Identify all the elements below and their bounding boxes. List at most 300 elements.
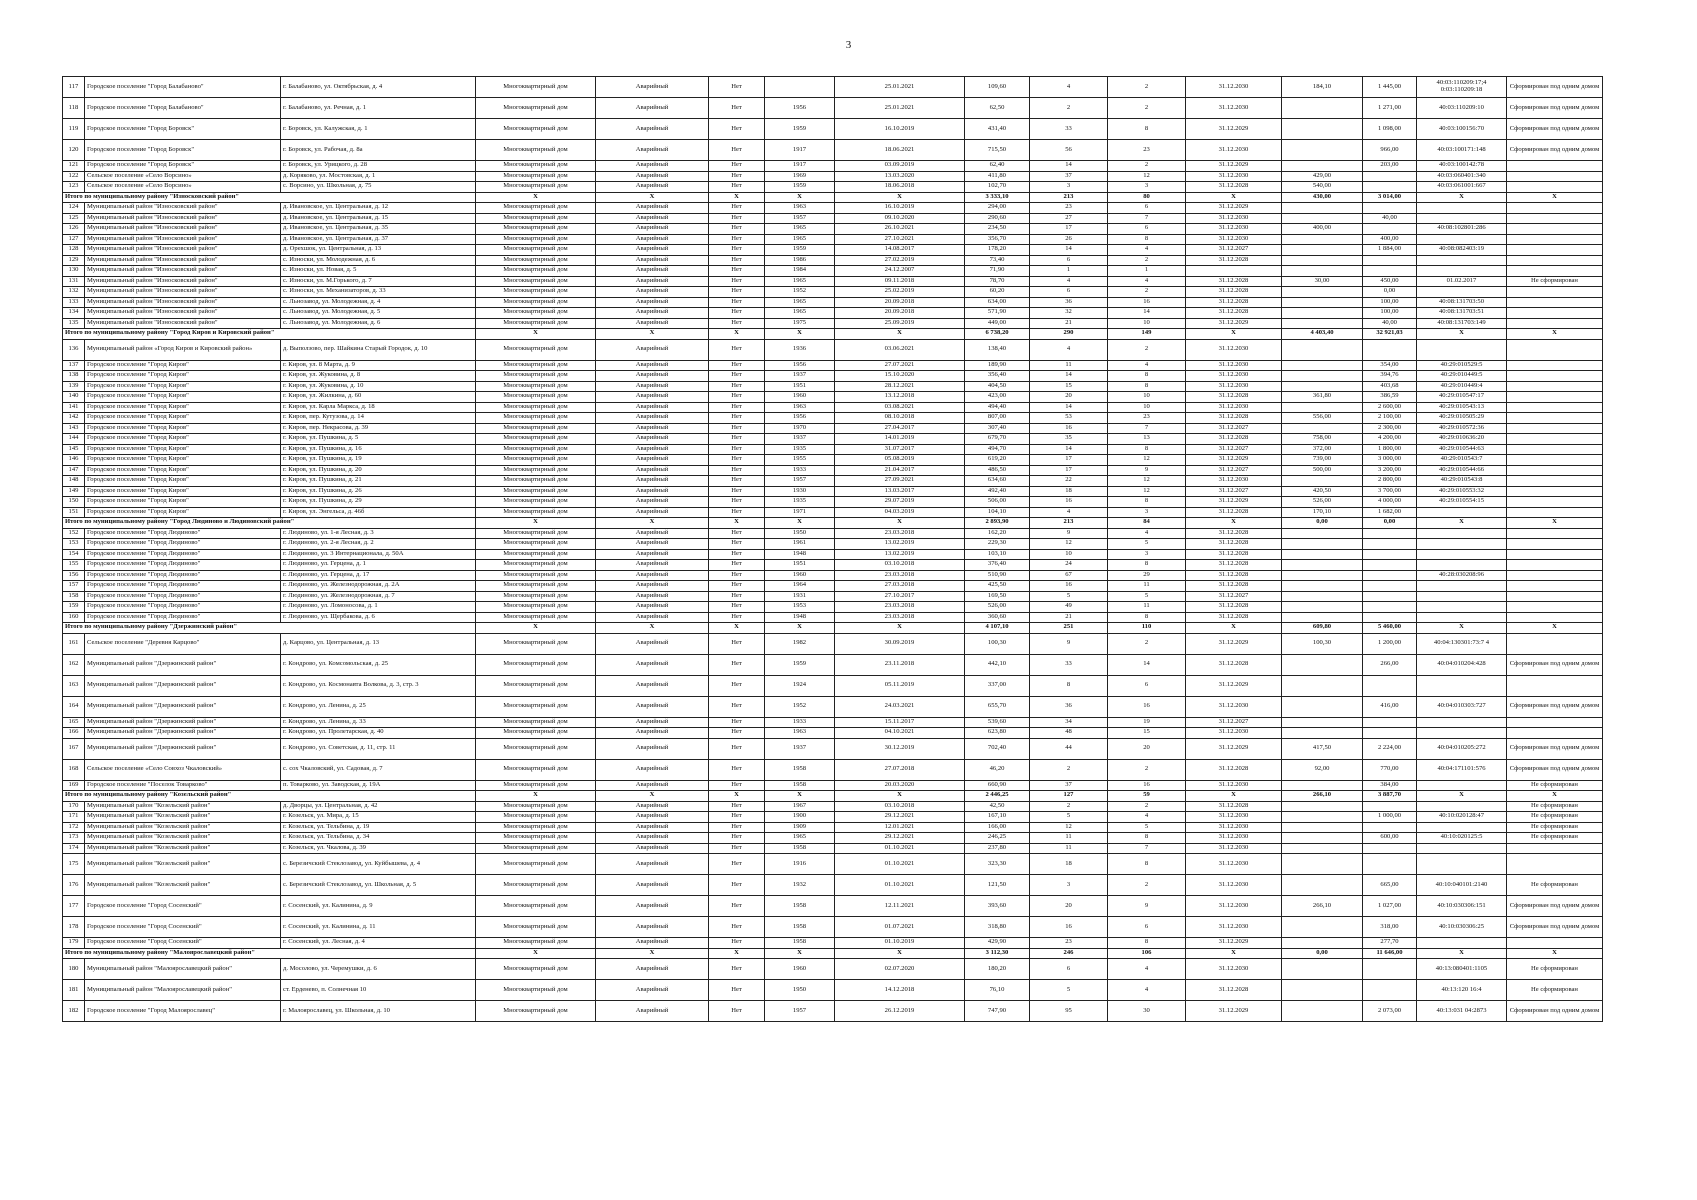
table-cell: Многоквартирный дом [476, 77, 596, 98]
table-cell: 290,60 [965, 213, 1030, 224]
table-cell [1507, 444, 1603, 455]
table-cell [1363, 959, 1417, 980]
table-cell [1507, 224, 1603, 235]
table-cell: 27.02.2019 [835, 255, 965, 266]
table-cell: 19 [1108, 717, 1186, 728]
table-cell: 92,00 [1282, 759, 1363, 780]
total-label: Итого по муниципальному району "Город Людиново и Людиновский район" [63, 518, 476, 529]
table-cell: 1958 [765, 938, 835, 949]
table-cell: 4 [1030, 339, 1108, 360]
table-cell: 540,00 [1282, 182, 1363, 193]
table-row [63, 413, 1603, 424]
table-cell: Нет [709, 497, 765, 508]
total-cell: X [709, 518, 765, 529]
table-row [63, 77, 1603, 98]
table-cell [1363, 675, 1417, 696]
table-cell: 31.12.2028 [1186, 255, 1282, 266]
table-cell: 307,40 [965, 423, 1030, 434]
table-cell: 31.12.2030 [1186, 339, 1282, 360]
table-cell: г. Людиново, ул. Железнодорожная, д. 2А [281, 581, 476, 592]
table-cell: Нет [709, 213, 765, 224]
total-cell: 609,80 [1282, 623, 1363, 634]
table-cell: 76,10 [965, 980, 1030, 1001]
table-cell: Городское поселение "Город Людиново" [85, 549, 281, 560]
table-cell: 1959 [765, 654, 835, 675]
total-cell: 4 403,40 [1282, 329, 1363, 340]
table-cell: Городское поселение "Город Боровск" [85, 119, 281, 140]
table-cell: 138,40 [965, 339, 1030, 360]
table-cell: 03.10.2018 [835, 560, 965, 571]
table-cell: Нет [709, 843, 765, 854]
table-cell [1507, 339, 1603, 360]
table-row [63, 140, 1603, 161]
table-cell: Многоквартирный дом [476, 213, 596, 224]
table-cell: 36 [1030, 696, 1108, 717]
table-cell: 49 [1030, 602, 1108, 613]
table-cell: Многоквартирный дом [476, 287, 596, 298]
table-cell: 40:03:060401:340 [1417, 171, 1507, 182]
table-cell [1507, 203, 1603, 214]
table-cell: 5 [1030, 591, 1108, 602]
table-row [63, 423, 1603, 434]
table-cell: с. Березичский Стеклозавод, ул. Куйбышева, д. 4 [281, 854, 476, 875]
table-cell: г. Боровск, ул. Урицкого, д. 28 [281, 161, 476, 172]
table-cell: 1965 [765, 234, 835, 245]
table-cell: 31.12.2029 [1186, 1001, 1282, 1022]
table-cell [1282, 140, 1363, 161]
total-cell: X [1507, 329, 1603, 340]
table-row [63, 801, 1603, 812]
table-cell [1363, 182, 1417, 193]
table-cell: Многоквартирный дом [476, 402, 596, 413]
table-cell [1282, 245, 1363, 256]
table-cell: Многоквартирный дом [476, 119, 596, 140]
table-cell: 40:03:100171:148 [1417, 140, 1507, 161]
table-cell: 27.03.2018 [835, 581, 965, 592]
table-cell: 16.10.2019 [835, 203, 965, 214]
table-cell: 17 [1030, 224, 1108, 235]
table-cell [1417, 938, 1507, 949]
table-cell [1282, 602, 1363, 613]
table-row [63, 549, 1603, 560]
table-cell: Многоквартирный дом [476, 413, 596, 424]
table-cell: 40:29:010529:5 [1417, 360, 1507, 371]
table-cell: 1900 [765, 812, 835, 823]
table-cell: 31.12.2030 [1186, 224, 1282, 235]
table-cell: 492,40 [965, 486, 1030, 497]
table-cell: 40:28:030208:96 [1417, 570, 1507, 581]
table-cell [1507, 182, 1603, 193]
table-cell: Аварийный [596, 255, 709, 266]
table-cell: Аварийный [596, 833, 709, 844]
table-cell: Нет [709, 675, 765, 696]
table-cell: Нет [709, 182, 765, 193]
table-row [63, 696, 1603, 717]
row-number: 147 [63, 465, 85, 476]
table-row [63, 560, 1603, 571]
table-cell: Многоквартирный дом [476, 98, 596, 119]
table-cell: Нет [709, 476, 765, 487]
table-cell: 100,00 [1363, 297, 1417, 308]
table-cell [1507, 171, 1603, 182]
table-cell: 14 [1108, 308, 1186, 319]
table-cell: 31.12.2028 [1186, 182, 1282, 193]
table-cell: 31.07.2017 [835, 444, 965, 455]
table-cell: 1984 [765, 266, 835, 277]
table-cell: 8 [1108, 612, 1186, 623]
row-number: 171 [63, 812, 85, 823]
table-cell: 2 224,00 [1363, 738, 1417, 759]
table-cell [1282, 255, 1363, 266]
table-cell [1282, 675, 1363, 696]
table-cell [1507, 507, 1603, 518]
table-cell [1282, 833, 1363, 844]
table-cell: Аварийный [596, 602, 709, 613]
table-cell [1417, 854, 1507, 875]
table-cell: 40:10:030306:151 [1417, 896, 1507, 917]
table-cell [1507, 486, 1603, 497]
table-row [63, 759, 1603, 780]
table-cell: 2 [1030, 801, 1108, 812]
row-number: 158 [63, 591, 85, 602]
table-row [63, 675, 1603, 696]
table-cell [1507, 497, 1603, 508]
table-cell: Муниципальный район "Дзержинский район" [85, 675, 281, 696]
table-cell: 31.12.2030 [1186, 875, 1282, 896]
table-cell: 13.12.2018 [835, 392, 965, 403]
table-cell: 05.08.2019 [835, 455, 965, 466]
table-cell [1507, 938, 1603, 949]
table-cell: Нет [709, 392, 765, 403]
table-row [63, 434, 1603, 445]
table-cell: 15.11.2017 [835, 717, 965, 728]
total-cell: X [596, 329, 709, 340]
table-cell: 03.09.2019 [835, 161, 965, 172]
table-cell: 510,90 [965, 570, 1030, 581]
row-number: 121 [63, 161, 85, 172]
table-cell: 294,00 [965, 203, 1030, 214]
table-cell: Аварийный [596, 633, 709, 654]
table-cell: 184,10 [1282, 77, 1363, 98]
table-cell: 1 271,00 [1363, 98, 1417, 119]
table-cell: 600,00 [1363, 833, 1417, 844]
table-row [63, 371, 1603, 382]
table-cell: 6 [1108, 224, 1186, 235]
table-cell: 40:13:031 04:2873 [1417, 1001, 1507, 1022]
table-cell: 1916 [765, 854, 835, 875]
table-cell: 2 100,00 [1363, 413, 1417, 424]
table-cell: 180,20 [965, 959, 1030, 980]
table-cell [1363, 570, 1417, 581]
table-cell: 40:03:110209:10 [1417, 98, 1507, 119]
table-cell: 30 [1108, 1001, 1186, 1022]
table-cell: 31.12.2030 [1186, 213, 1282, 224]
table-cell: 337,00 [965, 675, 1030, 696]
table-cell: Многоквартирный дом [476, 896, 596, 917]
table-cell: г. Кондрово, ул. Ленина, д. 33 [281, 717, 476, 728]
table-cell: 1952 [765, 287, 835, 298]
table-row [63, 612, 1603, 623]
table-cell: Нет [709, 234, 765, 245]
table-cell: г. Балабаново, ул. Октябрьская, д. 4 [281, 77, 476, 98]
table-cell: 30.09.2019 [835, 633, 965, 654]
table-cell: 40:29:010449:5 [1417, 371, 1507, 382]
table-cell: Многоквартирный дом [476, 255, 596, 266]
table-row [63, 896, 1603, 917]
table-cell: 31.12.2028 [1186, 581, 1282, 592]
table-cell [1417, 591, 1507, 602]
table-row [63, 497, 1603, 508]
table-cell: 31.12.2028 [1186, 759, 1282, 780]
table-cell: 27.09.2021 [835, 476, 965, 487]
table-cell [1282, 360, 1363, 371]
row-number: 142 [63, 413, 85, 424]
table-cell: Многоквартирный дом [476, 717, 596, 728]
table-cell [1282, 423, 1363, 434]
table-row [63, 224, 1603, 235]
total-cell: 59 [1108, 791, 1186, 802]
total-cell: X [596, 518, 709, 529]
table-cell [1363, 801, 1417, 812]
table-cell: 442,10 [965, 654, 1030, 675]
row-number: 148 [63, 476, 85, 487]
table-cell: 40:29:010449:4 [1417, 381, 1507, 392]
table-cell: 1961 [765, 539, 835, 550]
table-cell: 40:29:010543:8 [1417, 476, 1507, 487]
table-cell: 665,00 [1363, 875, 1417, 896]
table-cell: 104,10 [965, 507, 1030, 518]
table-cell [1507, 854, 1603, 875]
table-cell: 31.12.2029 [1186, 938, 1282, 949]
table-cell: г. Киров, ул. Пушкина, д. 26 [281, 486, 476, 497]
table-cell: 2 073,00 [1363, 1001, 1417, 1022]
table-cell: Аварийный [596, 675, 709, 696]
table-cell: Нет [709, 371, 765, 382]
table-cell: 03.10.2018 [835, 801, 965, 812]
table-cell: 31.12.2030 [1186, 140, 1282, 161]
table-cell: Нет [709, 360, 765, 371]
total-cell: X [765, 518, 835, 529]
table-cell: 12 [1030, 539, 1108, 550]
table-cell: 7 [1108, 213, 1186, 224]
total-cell: 3 112,30 [965, 948, 1030, 959]
table-cell: Аварийный [596, 381, 709, 392]
table-cell: 1 682,00 [1363, 507, 1417, 518]
table-cell: 1965 [765, 308, 835, 319]
table-row [63, 917, 1603, 938]
table-cell: Нет [709, 759, 765, 780]
table-cell: 01.10.2021 [835, 875, 965, 896]
table-cell: Многоквартирный дом [476, 980, 596, 1001]
table-cell: Аварийный [596, 822, 709, 833]
table-cell [1282, 339, 1363, 360]
table-cell: г. Кондрово, ул. Пролетарская, д. 40 [281, 728, 476, 739]
table-cell: Аварийный [596, 507, 709, 518]
table-row [63, 854, 1603, 875]
table-cell: г. Людиново, ул. 1-я Лесная, д. 3 [281, 528, 476, 539]
table-cell: 429,90 [965, 938, 1030, 949]
table-cell [1282, 612, 1363, 623]
table-cell: 16.10.2019 [835, 119, 965, 140]
table-cell: Нет [709, 801, 765, 812]
row-number: 177 [63, 896, 85, 917]
total-cell: 80 [1108, 192, 1186, 203]
table-cell: 1986 [765, 255, 835, 266]
table-cell: Аварийный [596, 339, 709, 360]
table-cell [1417, 728, 1507, 739]
total-cell: X [765, 623, 835, 634]
table-cell [1282, 266, 1363, 277]
table-cell: 1 027,00 [1363, 896, 1417, 917]
table-cell: 40:10:030306:25 [1417, 917, 1507, 938]
table-cell: 30,00 [1282, 276, 1363, 287]
table-cell: 40:10:020125:5 [1417, 833, 1507, 844]
table-cell: Аварийный [596, 917, 709, 938]
table-cell: г. Кондрово, ул. Советская, д. 11, стр. 11 [281, 738, 476, 759]
total-cell: X [476, 329, 596, 340]
table-cell [1282, 801, 1363, 812]
table-cell: 31.12.2028 [1186, 539, 1282, 550]
table-cell: 8 [1108, 371, 1186, 382]
table-cell: 14.01.2019 [835, 434, 965, 445]
table-cell: г. Людиново, ул. 3 Интернационала, д. 50А [281, 549, 476, 560]
table-cell: Нет [709, 612, 765, 623]
table-cell: 1 884,00 [1363, 245, 1417, 256]
table-row [63, 581, 1603, 592]
table-row [63, 402, 1603, 413]
table-cell: Нет [709, 654, 765, 675]
table-cell: Многоквартирный дом [476, 161, 596, 172]
row-number: 137 [63, 360, 85, 371]
table-cell [1282, 119, 1363, 140]
table-cell: 31.12.2029 [1186, 497, 1282, 508]
table-row [63, 171, 1603, 182]
table-cell: Не сформирован [1507, 276, 1603, 287]
table-cell: Сельское поселение "Деревня Карцово" [85, 633, 281, 654]
table-cell: г. Кондрово, ул. Ленина, д. 25 [281, 696, 476, 717]
table-cell: Городское поселение "Город Людиново" [85, 528, 281, 539]
table-cell: Не сформирован [1507, 780, 1603, 791]
table-cell: 417,50 [1282, 738, 1363, 759]
table-cell: 3 700,00 [1363, 486, 1417, 497]
table-cell: г. Киров, ул. Пушкина, д. 16 [281, 444, 476, 455]
table-cell: 361,80 [1282, 392, 1363, 403]
table-cell: 03.08.2021 [835, 402, 965, 413]
table-cell: 31.12.2028 [1186, 507, 1282, 518]
table-cell: 0,00 [1363, 287, 1417, 298]
total-label: Итого по муниципальному району "Дзержинский район" [63, 623, 476, 634]
table-cell: 40:03:100142:78 [1417, 161, 1507, 172]
row-number: 180 [63, 959, 85, 980]
table-cell: Многоквартирный дом [476, 738, 596, 759]
table-cell: 6 [1108, 675, 1186, 696]
table-cell: 31.12.2030 [1186, 696, 1282, 717]
table-cell: Муниципальный район "Дзержинский район" [85, 738, 281, 759]
table-cell: 429,00 [1282, 171, 1363, 182]
table-cell: 14 [1108, 654, 1186, 675]
total-cell: X [1507, 192, 1603, 203]
table-cell: Нет [709, 591, 765, 602]
table-cell: 31.12.2030 [1186, 896, 1282, 917]
table-cell: Городское поселение "Город Киров" [85, 371, 281, 382]
table-cell [1282, 528, 1363, 539]
row-number: 143 [63, 423, 85, 434]
total-row [63, 192, 1603, 203]
total-cell: X [596, 192, 709, 203]
table-cell: 425,50 [965, 581, 1030, 592]
table-cell: Аварийный [596, 486, 709, 497]
table-cell: Многоквартирный дом [476, 549, 596, 560]
table-cell: 162,20 [965, 528, 1030, 539]
table-cell: 29 [1108, 570, 1186, 581]
table-cell: Аварийный [596, 318, 709, 329]
table-cell: г. Людиново, ул. Щербакова, д. 6 [281, 612, 476, 623]
table-cell: Нет [709, 570, 765, 581]
table-cell: Многоквартирный дом [476, 612, 596, 623]
table-cell: г. Сосенский, ул. Калинина, д. 9 [281, 896, 476, 917]
table-row [63, 717, 1603, 728]
total-cell: 149 [1108, 329, 1186, 340]
table-cell: 20.09.2018 [835, 297, 965, 308]
table-cell: г. Киров, ул. Карла Маркса, д. 18 [281, 402, 476, 413]
table-cell [1417, 843, 1507, 854]
table-cell: г. Сосенский, ул. Калинина, д. 11 [281, 917, 476, 938]
table-cell: 178,20 [965, 245, 1030, 256]
table-cell: 31.12.2028 [1186, 413, 1282, 424]
table-cell: 758,00 [1282, 434, 1363, 445]
table-cell [1363, 549, 1417, 560]
table-cell: 6 [1030, 959, 1108, 980]
table-cell: Аварийный [596, 371, 709, 382]
table-cell [1507, 297, 1603, 308]
table-cell: 2 [1108, 77, 1186, 98]
table-cell: Нет [709, 402, 765, 413]
table-cell: 266,10 [1282, 896, 1363, 917]
table-cell: Городское поселение "Город Киров" [85, 465, 281, 476]
table-cell: 31.12.2030 [1186, 959, 1282, 980]
table-cell: г. Боровск, ул. Калужская, д. 1 [281, 119, 476, 140]
table-cell: 1933 [765, 717, 835, 728]
table-cell: 27.10.2017 [835, 591, 965, 602]
table-cell: 25.09.2019 [835, 318, 965, 329]
total-cell: X [1417, 948, 1507, 959]
table-cell: Нет [709, 224, 765, 235]
table-cell [1363, 528, 1417, 539]
table-cell: Многоквартирный дом [476, 696, 596, 717]
table-cell: 1953 [765, 602, 835, 613]
table-cell: Многоквартирный дом [476, 633, 596, 654]
table-cell: 20.03.2020 [835, 780, 965, 791]
table-cell: Аварийный [596, 612, 709, 623]
table-cell [1507, 360, 1603, 371]
total-cell: X [709, 948, 765, 959]
table-cell: 31.12.2028 [1186, 308, 1282, 319]
table-cell [1507, 434, 1603, 445]
table-cell: Городское поселение "Город Людиново" [85, 539, 281, 550]
table-cell: 660,90 [965, 780, 1030, 791]
table-cell: д. Орехшок, ул. Центральная, д. 13 [281, 245, 476, 256]
table-cell: 31.12.2028 [1186, 276, 1282, 287]
row-number: 139 [63, 381, 85, 392]
total-cell: X [476, 192, 596, 203]
table-cell: Многоквартирный дом [476, 591, 596, 602]
table-cell: Городское поселение "Город Боровск" [85, 161, 281, 172]
table-cell: 8 [1108, 234, 1186, 245]
table-cell: 21 [1030, 612, 1108, 623]
table-cell: Городское поселение "Город Балабаново" [85, 98, 281, 119]
total-cell: X [1417, 192, 1507, 203]
table-cell [1282, 476, 1363, 487]
